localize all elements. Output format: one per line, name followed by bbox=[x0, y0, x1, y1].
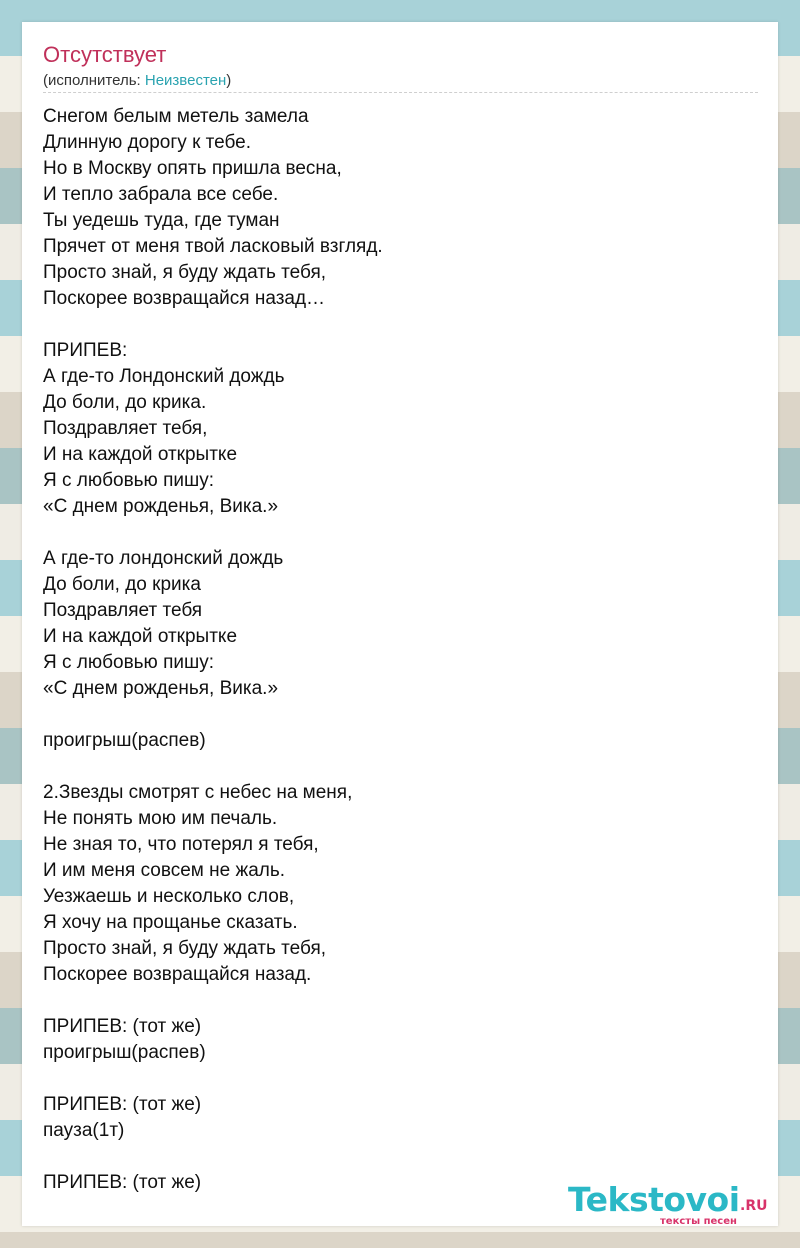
logo-wordmark: Tekstovoi bbox=[568, 1180, 740, 1219]
lyric-line: Не зная то, что потерял я тебя, bbox=[43, 834, 319, 855]
lyric-line: Уезжаешь и несколько слов, bbox=[43, 886, 295, 907]
lyric-line: Снегом белым метель замела bbox=[43, 106, 309, 127]
lyric-line: «С днем рожденья, Вика.» bbox=[43, 496, 279, 517]
song-title: Отсутствует bbox=[43, 42, 167, 67]
lyric-line: Я с любовью пишу: bbox=[43, 470, 215, 491]
lyric-line: Поздравляет тебя bbox=[43, 600, 203, 621]
lyric-line: Я с любовью пишу: bbox=[43, 652, 215, 673]
logo-domain: .RU bbox=[740, 1198, 768, 1214]
lyric-line: Но в Москву опять пришла весна, bbox=[43, 158, 342, 179]
lyric-line: Просто знай, я буду ждать тебя, bbox=[43, 938, 327, 959]
lyric-line: Просто знай, я буду ждать тебя, bbox=[43, 262, 327, 283]
lyric-line: А где-то Лондонский дождь bbox=[43, 366, 285, 387]
artist-suffix: ) bbox=[226, 72, 232, 89]
logo-tagline: тексты песен bbox=[660, 1216, 737, 1227]
lyric-line: ПРИПЕВ: bbox=[43, 340, 128, 361]
lyric-line: проигрыш(распев) bbox=[43, 730, 206, 751]
lyric-line: ПРИПЕВ: (тот же) bbox=[43, 1094, 202, 1115]
artist-link[interactable]: Неизвестен bbox=[144, 72, 227, 89]
lyric-line: До боли, до крика bbox=[43, 574, 201, 595]
lyric-line: Поскорее возвращайся назад. bbox=[43, 964, 312, 985]
lyrics-body bbox=[43, 104, 383, 1196]
lyric-blank-line bbox=[43, 988, 383, 1014]
lyric-blank-line bbox=[43, 702, 383, 728]
lyric-line: Поздравляет тебя, bbox=[43, 418, 208, 439]
lyrics-card bbox=[22, 22, 778, 1226]
lyric-blank-line bbox=[43, 520, 383, 546]
lyric-line: И на каждой открытке bbox=[43, 444, 238, 465]
lyric-line: Не понять мою им печаль. bbox=[43, 808, 278, 829]
artist-prefix: (исполнитель: bbox=[43, 72, 145, 89]
lyric-line: Поскорее возвращайся назад… bbox=[43, 288, 326, 309]
artist-line bbox=[43, 72, 231, 89]
lyric-line: Длинную дорогу к тебе. bbox=[43, 132, 252, 153]
lyric-line: И тепло забрала все себе. bbox=[43, 184, 279, 205]
lyric-line: 2.Звезды смотрят с небес на меня, bbox=[43, 782, 353, 803]
lyric-line: А где-то лондонский дождь bbox=[43, 548, 284, 569]
lyric-line: Прячет от меня твой ласковый взгляд. bbox=[43, 236, 383, 257]
lyric-line: ПРИПЕВ: (тот же) bbox=[43, 1016, 202, 1037]
lyric-blank-line bbox=[43, 754, 383, 780]
title-divider bbox=[43, 92, 758, 93]
lyric-blank-line bbox=[43, 312, 383, 338]
lyric-line: И на каждой открытке bbox=[43, 626, 238, 647]
lyric-line: «С днем рожденья, Вика.» bbox=[43, 678, 279, 699]
lyric-blank-line bbox=[43, 1144, 383, 1170]
lyric-line: проигрыш(распев) bbox=[43, 1042, 206, 1063]
site-logo[interactable] bbox=[568, 1180, 778, 1227]
lyric-line: И им меня совсем не жаль. bbox=[43, 860, 286, 881]
lyric-line: пауза(1т) bbox=[43, 1120, 125, 1141]
lyric-line: Я хочу на прощанье сказать. bbox=[43, 912, 298, 933]
lyric-line: Ты уедешь туда, где туман bbox=[43, 210, 280, 231]
lyric-blank-line bbox=[43, 1066, 383, 1092]
lyric-line: До боли, до крика. bbox=[43, 392, 207, 413]
lyric-line: ПРИПЕВ: (тот же) bbox=[43, 1172, 202, 1193]
